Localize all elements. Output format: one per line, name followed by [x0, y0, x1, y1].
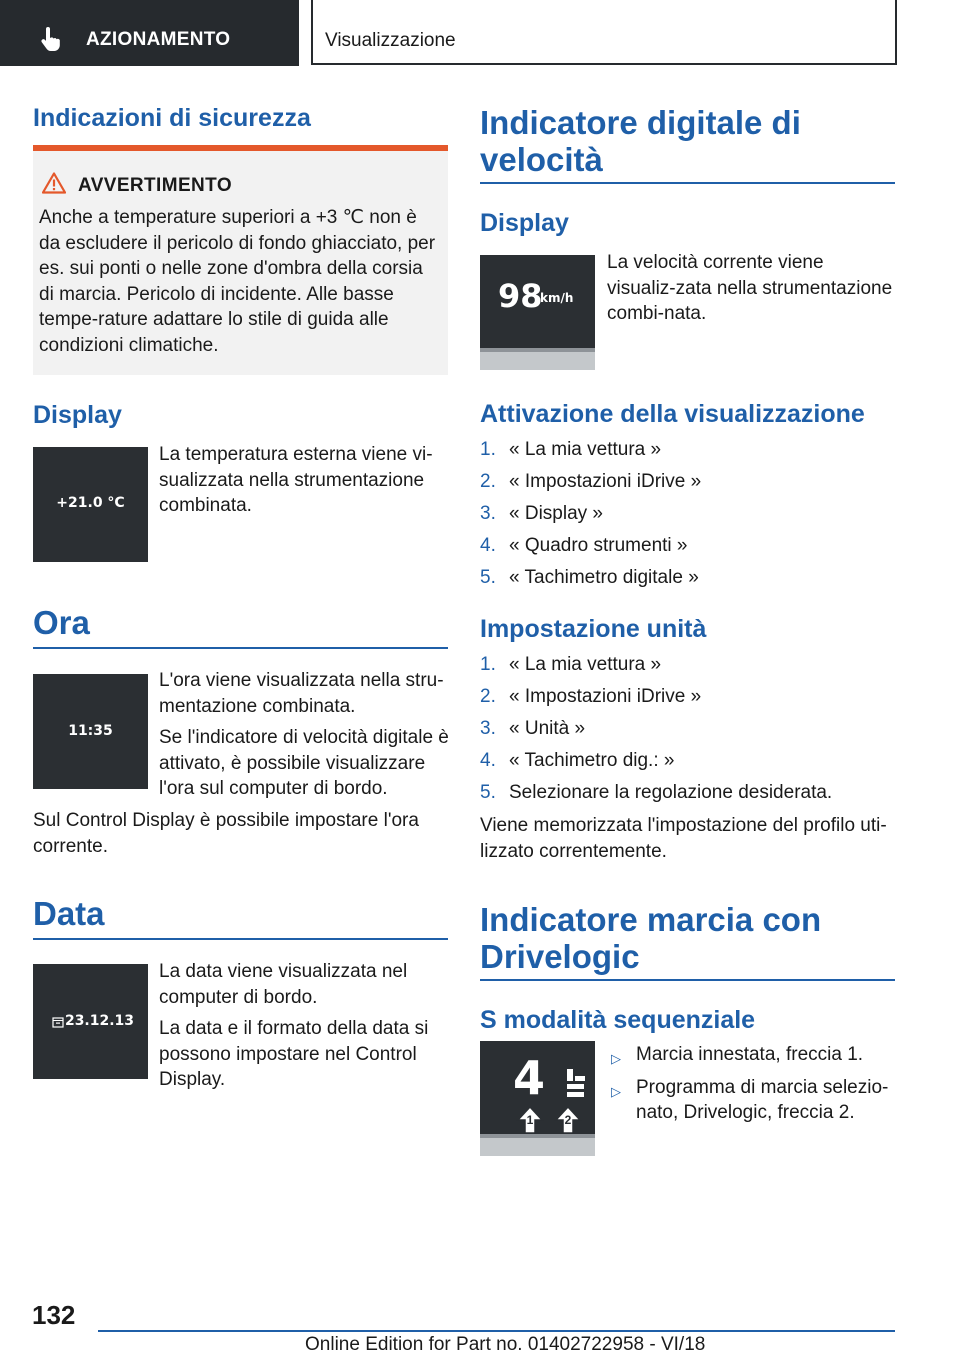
arrow-1-label: 1	[526, 1113, 534, 1127]
warning-text: Anche a temperature superiori a +3 ℃ non è da escludere il pericolo di fondo ghiacciato, per es. sui ponti o nelle zone d'ombra della corsia di marcia. Pericolo di incidente. Alle basse tempe-rature adattare lo stile di guida alle condizioni climatiche.	[39, 207, 436, 356]
list-item: 3. « Display »	[480, 503, 603, 524]
header-section-label: AZIONAMENTO	[86, 29, 231, 50]
bullet-triangle-icon: ▷	[611, 1051, 621, 1066]
clock-text-2: Se l'indicatore di velocità digitale è attivato, è possibile visualizzare l'ora sul computer di bordo.	[159, 727, 449, 799]
list-item: ▷ Marcia innestata, freccia 1.	[609, 1042, 895, 1068]
clock-rule	[33, 647, 448, 649]
list-item: 5. Selezionare la regolazione desiderata.	[480, 782, 833, 803]
page-number: 132	[32, 1300, 76, 1330]
gear-display-image	[480, 1041, 595, 1156]
date-value: 23.12.13	[64, 1013, 135, 1029]
units-note: Viene memorizzata l'impostazione del profilo uti-lizzato correntemente.	[480, 815, 887, 862]
date-display-image	[33, 964, 148, 1079]
speed-text: La velocità corrente viene visualiz-zata nella strumentazione combi-nata.	[607, 252, 893, 324]
gear-bullets	[609, 1042, 895, 1133]
list-item: 3. « Unità »	[480, 718, 586, 739]
list-item: 1. « La mia vettura »	[480, 654, 662, 675]
clock-title: Ora	[33, 604, 90, 641]
display-text: La temperatura esterna viene vi-sualizzata nella strumentazione combinata.	[159, 444, 433, 516]
clock-value: 11:35	[68, 723, 113, 739]
speed-title: Indicatore digitale di velocità	[480, 104, 801, 178]
date-title: Data	[33, 895, 105, 932]
list-item: 4. « Quadro strumenti »	[480, 535, 688, 556]
date-text-2: La data e il formato della data si possono impostare nel Control Display.	[159, 1018, 429, 1090]
speed-display-title: Display	[480, 209, 569, 237]
list-item: ▷ Programma di marcia selezio-nato, Drivelogic, freccia 2.	[611, 1076, 889, 1123]
list-item: 1. « La mia vettura »	[480, 439, 662, 460]
list-item: 4. « Tachimetro dig.: »	[480, 750, 675, 771]
clock-text-1: L'ora viene visualizzata nella stru-mentazione combinata.	[159, 670, 444, 717]
clock-display-image	[33, 674, 148, 789]
gear-subtitle: S modalità sequenziale	[480, 1006, 756, 1034]
hand-pointer-icon	[38, 27, 64, 53]
speed-rule	[480, 182, 895, 184]
list-item: 5. « Tachimetro digitale »	[480, 567, 699, 588]
display-title: Display	[33, 401, 122, 429]
temperature-display-image	[33, 447, 148, 562]
safety-title: Indicazioni di sicurezza	[33, 104, 311, 132]
footer-rule	[98, 1330, 895, 1332]
temperature-value: +21.0 °C	[56, 495, 125, 511]
date-text-1: La data viene visualizzata nel computer di bordo.	[159, 961, 408, 1008]
activation-title: Attivazione della visualizzazione	[480, 400, 865, 428]
warning-triangle-icon	[42, 172, 66, 194]
speed-unit: km/h	[540, 291, 574, 305]
list-item: 2. « Impostazioni iDrive »	[480, 471, 702, 492]
clock-text-3: Sul Control Display è possibile impostare l'ora corrente.	[33, 810, 419, 857]
gear-rule	[480, 979, 895, 981]
header-topic-label: Visualizzazione	[325, 30, 456, 51]
speed-value: 98	[498, 277, 543, 315]
warning-label: AVVERTIMENTO	[78, 175, 232, 196]
arrow-2-label: 2	[564, 1113, 572, 1127]
list-item: 2. « Impostazioni iDrive »	[480, 686, 702, 707]
gear-title: Indicatore marcia con Drivelogic	[480, 901, 822, 975]
bullet-triangle-icon: ▷	[611, 1083, 621, 1099]
gear-value: 4	[513, 1051, 546, 1105]
gear-image-strip	[480, 1134, 595, 1156]
activation-steps	[480, 434, 895, 594]
footer-edition: Online Edition for Part no. 01402722958 - VI/18	[305, 1334, 706, 1355]
units-steps	[480, 649, 895, 809]
date-rule	[33, 938, 448, 940]
units-title: Impostazione unità	[480, 615, 707, 643]
speed-image-strip	[480, 348, 595, 370]
drivelogic-icon	[564, 1067, 588, 1099]
speed-display-image	[480, 255, 595, 370]
